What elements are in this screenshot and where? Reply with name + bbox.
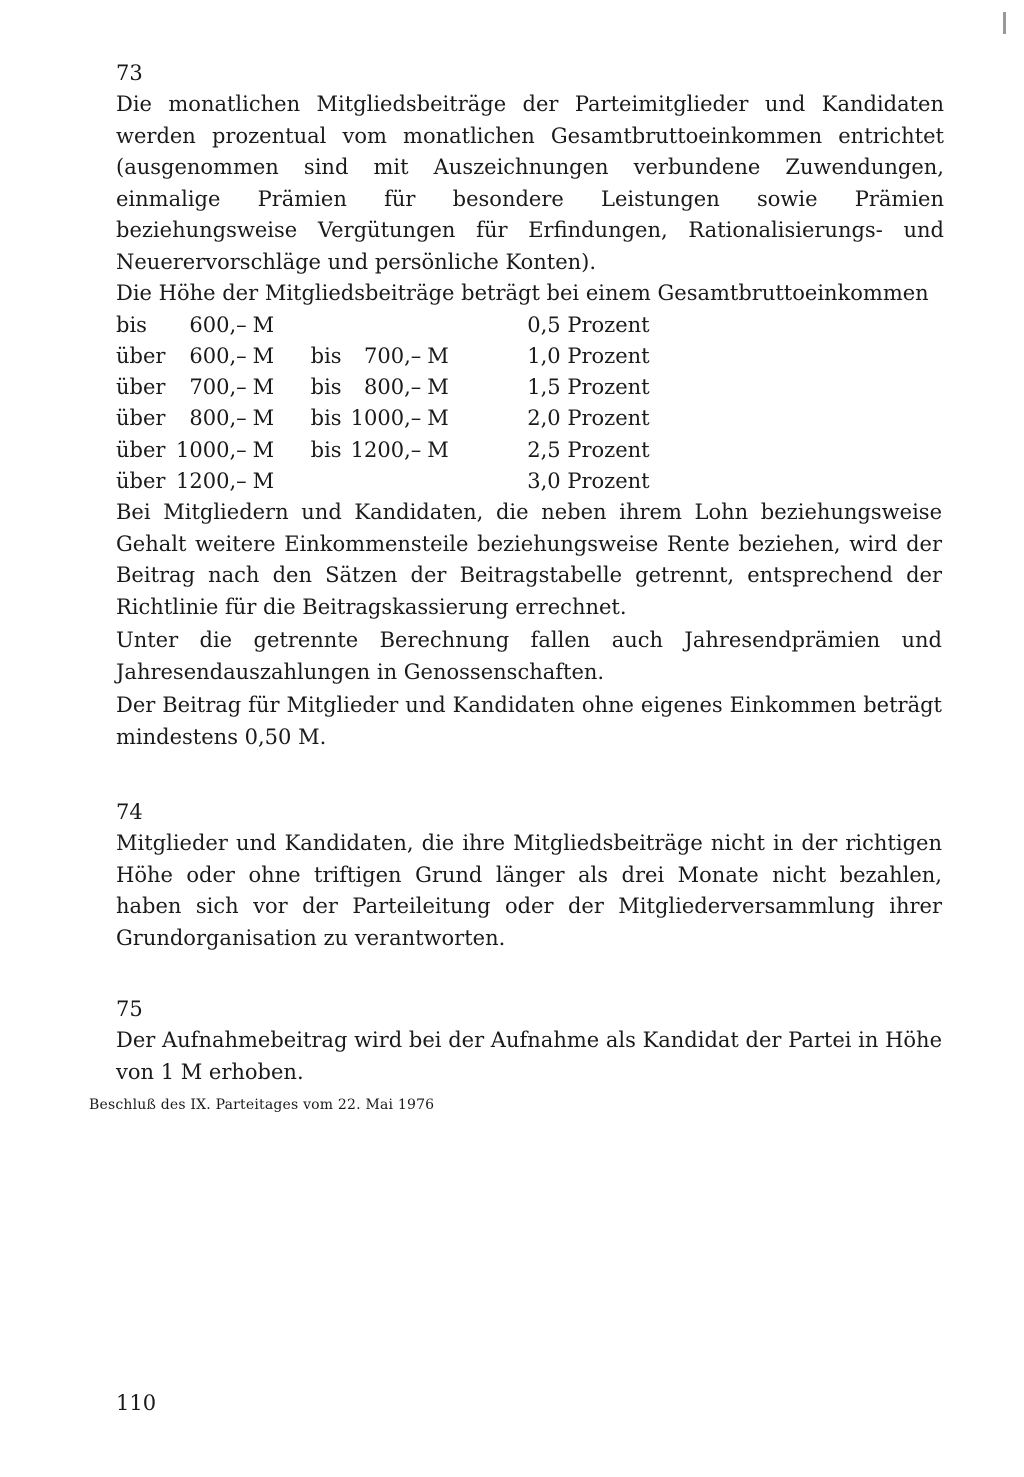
rate-prefix: über — [116, 375, 166, 400]
rate-currency: M — [427, 406, 449, 431]
table-row — [116, 310, 667, 341]
rate-prefix: bis — [116, 312, 147, 337]
paragraph: Mitglieder und Kandidaten, die ihre Mitgliedsbeiträge nicht in der richtigen Höhe oder ohne triftigen Grund länger als drei Monate nicht bezahlen, haben sich vor der Parteileitung oder der Mitgliederversammlung ihrer Grundorganisation zu verantworten. — [116, 831, 942, 950]
rate-from: 600,– — [189, 312, 247, 337]
rate-currency: M — [427, 375, 449, 400]
rate-bis: bis — [310, 437, 342, 462]
rate-to — [351, 466, 428, 497]
rate-percent: 1,5 Prozent — [527, 375, 650, 400]
rate-bis: bis — [310, 343, 342, 368]
rate-from: 1200,– — [176, 468, 247, 493]
rate-currency: M — [427, 437, 449, 462]
scan-edge-mark — [1003, 12, 1006, 34]
paragraph: Unter die getrennte Berechnung fallen auch Jahresendprämien und Jahresendauszahlungen in Genossenschaften. — [116, 628, 942, 684]
paragraph: Die monatlichen Mitgliedsbeiträge der Parteimitglieder und Kandidaten werden prozentual vom monatlichen Gesamtbruttoeinkommen entrichtet (ausgenommen sind mit Auszeichnungen verbundene Zuwendungen, einmalige Prämien für besondere Leistungen sowie Prämien beziehungsweise Vergütungen für Erfindungen, Rationalisierungs- und Neuerervorschläge und persönliche Konten). — [116, 92, 944, 274]
page-number: 110 — [116, 1391, 157, 1415]
rate-bis — [311, 466, 351, 497]
rate-prefix: über — [116, 343, 166, 368]
section-73 — [116, 58, 942, 753]
rate-bis — [311, 310, 351, 341]
section-spacer — [116, 753, 942, 797]
section-number: 75 — [116, 997, 143, 1022]
table-row — [116, 466, 667, 497]
rate-to: 700,– — [363, 343, 422, 368]
rate-bis: bis — [310, 375, 342, 400]
section-75 — [116, 994, 942, 1088]
table-row — [116, 435, 667, 466]
rate-bis: bis — [310, 406, 342, 431]
rate-to: 1200,– — [350, 437, 422, 462]
rate-from: 700,– — [189, 375, 247, 400]
rate-percent: 1,0 Prozent — [527, 343, 650, 368]
paragraph: Die Höhe der Mitgliedsbeiträge beträgt bei einem Gesamtbruttoeinkommen — [116, 281, 929, 305]
rate-currency: M — [252, 437, 275, 462]
document-body — [116, 58, 942, 1088]
rate-to — [351, 310, 428, 341]
rate-percent: 2,0 Prozent — [527, 406, 650, 431]
section-74 — [116, 797, 942, 954]
section-number: 74 — [116, 800, 143, 825]
paragraph: Der Aufnahmebeitrag wird bei der Aufnahme als Kandidat der Partei in Höhe von 1 M erhoben. — [116, 1028, 942, 1084]
rate-currency: M — [427, 343, 449, 368]
table-row — [116, 341, 667, 372]
rate-currency: M — [252, 406, 275, 431]
section-number: 73 — [116, 61, 143, 85]
rate-from: 800,– — [189, 406, 247, 431]
contribution-rate-table — [116, 310, 667, 498]
rate-prefix: über — [116, 468, 166, 493]
section-spacer — [116, 954, 942, 994]
rate-currency: M — [252, 375, 275, 400]
rate-currency: M — [252, 468, 275, 493]
resolution-note: Beschluß des IX. Parteitages vom 22. Mai 1976 — [89, 1097, 435, 1113]
paragraph: Der Beitrag für Mitglieder und Kandidaten ohne eigenes Einkommen beträgt mindestens 0,50 M. — [116, 693, 942, 749]
rate-from: 600,– — [189, 343, 247, 368]
rate-prefix: über — [116, 437, 166, 462]
table-row — [116, 403, 667, 434]
rate-percent: 0,5 Prozent — [527, 312, 650, 337]
rate-currency — [427, 310, 527, 341]
rate-percent: 2,5 Prozent — [527, 437, 650, 462]
table-row — [116, 372, 667, 403]
paragraph: Bei Mitgliedern und Kandidaten, die neben ihrem Lohn beziehungsweise Gehalt weitere Einkommensteile beziehungsweise Rente beziehen, wird der Beitrag nach den Sätzen der Beitragstabelle getrennt, entsprechend der Richtlinie für die Beitragskassierung errechnet. — [116, 500, 942, 619]
rate-percent: 3,0 Prozent — [527, 468, 650, 493]
rate-to: 1000,– — [350, 406, 422, 431]
rate-from: 1000,– — [176, 437, 247, 462]
rate-to: 800,– — [363, 375, 422, 400]
rate-currency: M — [252, 343, 275, 368]
rate-currency: M — [252, 312, 275, 337]
rate-currency — [427, 466, 527, 497]
rate-prefix: über — [116, 406, 166, 431]
